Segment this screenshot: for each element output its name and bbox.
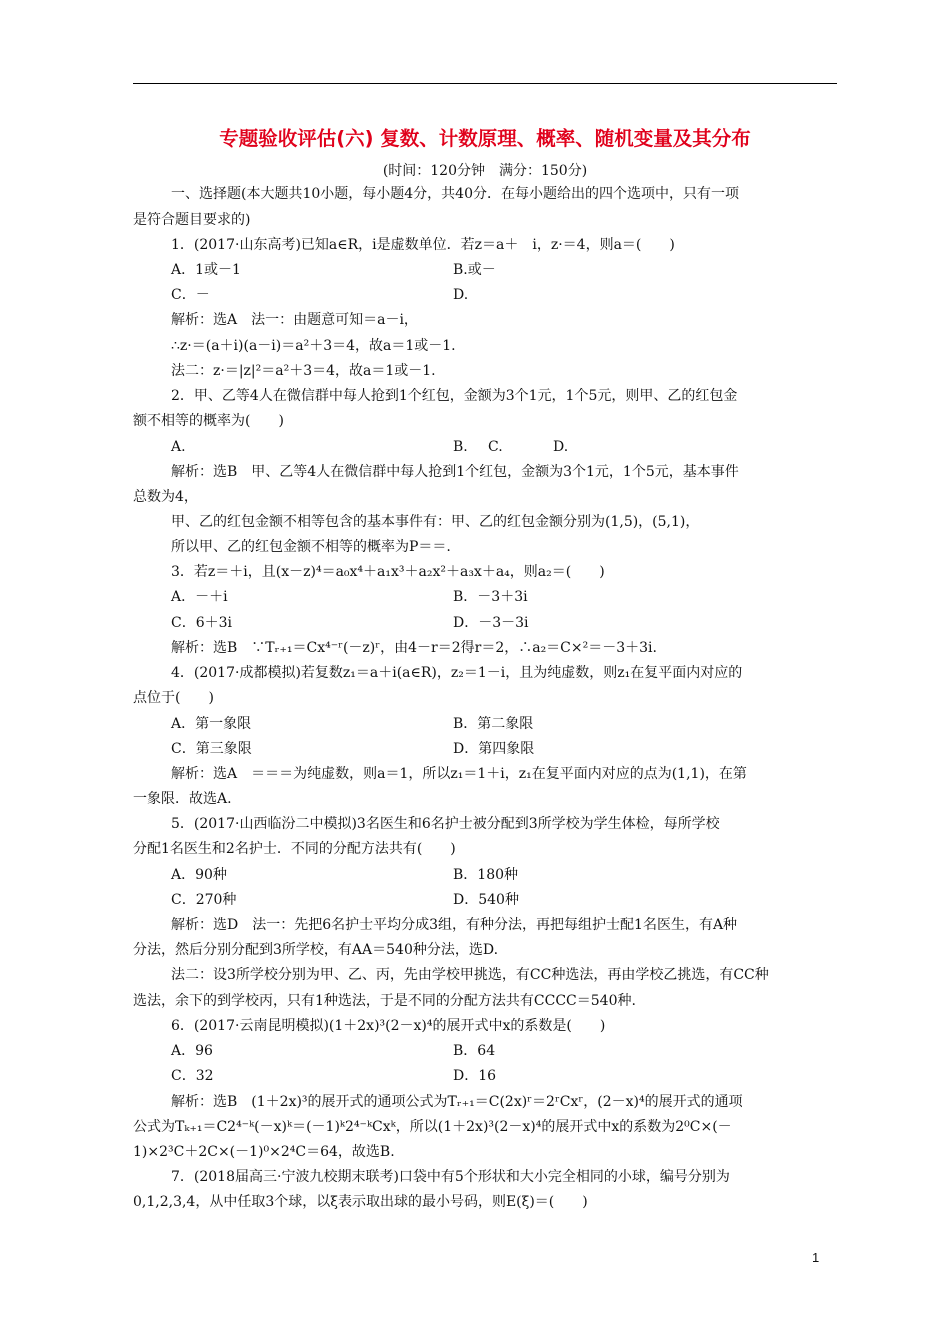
q3-solution: 解析：选B ∵Tᵣ₊₁＝Cx⁴⁻ʳ(－z)ʳ，由4－r＝2得r＝2，∴a₂＝C×²＝－3＋3i. [171, 640, 657, 656]
question-5-cont: 分配1名医生和2名护士．不同的分配方法共有( ) [133, 841, 456, 857]
q6-option-b: B．64 [453, 1043, 496, 1059]
q1-option-c: C．－ [171, 287, 210, 303]
q5-solution: 法二：设3所学校分别为甲、乙、丙，先由学校甲挑选，有CC种选法，再由学校乙挑选，有CC种 [171, 967, 769, 983]
q1-option-b: B.或－ [453, 262, 496, 278]
q4-option-b: B．第二象限 [453, 716, 534, 732]
question-4: 4．(2017·成都模拟)若复数z₁＝a＋i(a∈R)，z₂＝1－i，且为纯虚数，则z₁在复平面内对应的 [171, 665, 743, 681]
q4-option-a: A．第一象限 [171, 716, 252, 732]
question-2-cont: 额不相等的概率为( ) [133, 413, 284, 429]
q6-option-d: D．16 [453, 1068, 497, 1084]
q1-option-a: A．1或－1 [171, 262, 241, 278]
header-rule [133, 83, 837, 84]
q1-solution: 法二：z·＝|z|²＝a²＋3＝4，故a＝1或－1. [171, 363, 436, 379]
question-5: 5．(2017·山西临汾二中模拟)3名医生和6名护士被分配到3所学校为学生体检，每所学校 [171, 816, 720, 832]
q5-option-b: B．180种 [453, 867, 519, 883]
q4-solution: 解析：选A ＝＝＝为纯虚数，则a＝1，所以z₁＝1＋i，z₁在复平面内对应的点为(1,1)，在第 [171, 766, 747, 782]
q5-option-d: D．540种 [453, 892, 519, 908]
section-heading-cont: 是符合题目要求的) [133, 212, 251, 228]
q6-option-a: A．96 [171, 1043, 213, 1059]
q5-option-c: C．270种 [171, 892, 237, 908]
q1-solution: 解析：选A 法一：由题意可知＝a－i， [171, 312, 418, 328]
exam-info: (时间：120分钟 满分：150分) [382, 163, 588, 179]
question-6: 6．(2017·云南昆明模拟)(1＋2x)³(2－x)⁴的展开式中x的系数是( ) [171, 1018, 606, 1034]
q1-solution: ∴z·＝(a＋i)(a－i)＝a²＋3＝4，故a＝1或－1. [171, 338, 456, 354]
q4-option-c: C．第三象限 [171, 741, 252, 757]
q2-option-b: B. [453, 439, 468, 455]
q5-option-a: A．90种 [171, 867, 227, 883]
q3-option-d: D．－3－3i [453, 615, 529, 631]
question-1: 1．(2017·山东高考)已知a∈R，i是虚数单位．若z＝a＋ i，z·＝4，则a＝( ) [171, 237, 675, 253]
q4-option-d: D．第四象限 [453, 741, 535, 757]
q6-solution: 解析：选B (1＋2x)³的展开式的通项公式为Tᵣ₊₁＝C(2x)ʳ＝2ʳCxʳ，(2－x)⁴的展开式的通项 [171, 1094, 743, 1110]
q3-option-b: B．－3＋3i [453, 589, 528, 605]
q5-solution: 解析：选D 法一：先把6名护士平均分成3组，有种分法，再把每组护士配1名医生，有A种 [171, 917, 738, 933]
q6-option-c: C．32 [171, 1068, 214, 1084]
question-7-cont: 0,1,2,3,4，从中任取3个球，以ξ表示取出球的最小号码，则E(ξ)＝( ) [133, 1194, 588, 1210]
q2-option-a: A. [171, 439, 186, 455]
q5-solution: 选法，余下的到学校丙，只有1种选法，于是不同的分配方法共有CCCC＝540种. [133, 993, 636, 1009]
q2-option-d: D. [553, 439, 569, 455]
question-2: 2．甲、乙等4人在微信群中每人抢到1个红包，金额为3个1元，1个5元，则甲、乙的红包金 [171, 388, 738, 404]
q3-option-c: C．6＋3i [171, 615, 233, 631]
q2-option-c: C. [488, 439, 503, 455]
q6-solution: 公式为Tₖ₊₁＝C2⁴⁻ᵏ(－x)ᵏ＝(－1)ᵏ2⁴⁻ᵏCxᵏ，所以(1＋2x)³(2－x)⁴的展开式中x的系数为2⁰C×(－ [133, 1119, 732, 1135]
question-3: 3．若z＝＋i，且(x－z)⁴＝a₀x⁴＋a₁x³＋a₂x²＋a₃x＋a₄，则a₂＝( ) [171, 564, 605, 580]
page-title: 专题验收评估(六) 复数、计数原理、概率、随机变量及其分布 [219, 127, 751, 150]
q2-solution: 甲、乙的红包金额不相等包含的基本事件有：甲、乙的红包金额分别为(1,5)，(5,1)， [171, 514, 700, 530]
q2-solution: 解析：选B 甲、乙等4人在微信群中每人抢到1个红包，金额为3个1元，1个5元，基本事件 [171, 464, 739, 480]
q5-solution: 分法，然后分别分配到3所学校，有AA＝540种分法，选D. [133, 942, 499, 958]
section-heading: 一、选择题(本大题共10小题，每小题4分，共40分．在每小题给出的四个选项中，只有一项 [171, 186, 739, 202]
question-7: 7．(2018届高三·宁波九校期末联考)口袋中有5个形状和大小完全相同的小球，编号分别为 [171, 1169, 730, 1185]
q6-solution: 1)×2³C＋2C×(－1)⁰×2⁴C＝64，故选B. [133, 1144, 395, 1160]
q4-solution: 一象限．故选A. [133, 791, 232, 807]
page-number: 1 [812, 1250, 820, 1265]
q1-option-d: D. [453, 287, 469, 303]
q3-option-a: A．－＋i [171, 589, 228, 605]
q2-solution: 总数为4， [133, 489, 198, 505]
question-4-cont: 点位于( ) [133, 690, 214, 706]
q2-solution: 所以甲、乙的红包金额不相等的概率为P＝＝. [171, 539, 451, 555]
